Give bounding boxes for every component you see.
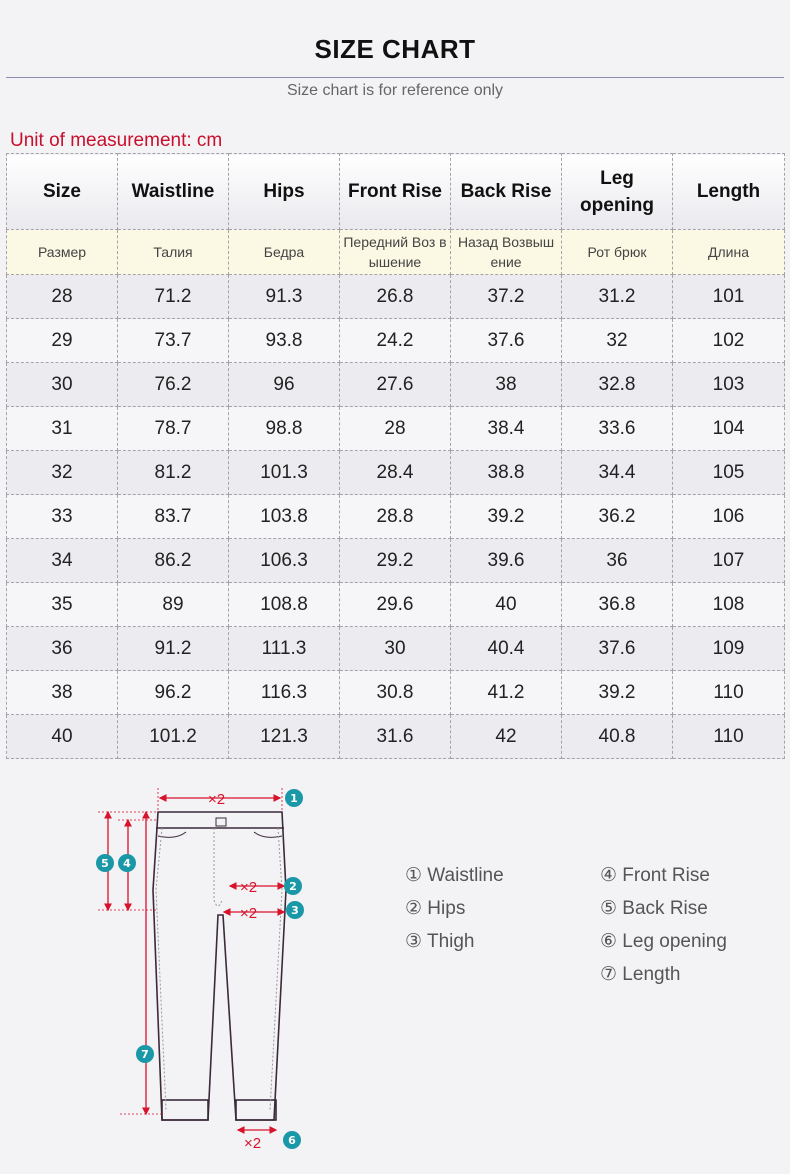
table-cell: 105 [673, 451, 785, 495]
table-cell: 73.7 [118, 319, 229, 363]
table-cell: 28.8 [340, 495, 451, 539]
marker-2: 2 [289, 880, 297, 893]
header-ru-back-rise-label: Назад Возвыш ение [457, 234, 555, 270]
table-row [7, 275, 785, 319]
header-ru-length: Длина [673, 230, 785, 275]
table-row [7, 495, 785, 539]
table-cell: 71.2 [118, 275, 229, 319]
table-cell: 28.4 [340, 451, 451, 495]
times-label-6: ×2 [244, 1135, 262, 1150]
times-label-1: ×2 [208, 791, 226, 808]
table-cell: 116.3 [229, 671, 340, 715]
table-cell: 24.2 [340, 319, 451, 363]
table-cell: 26.8 [340, 275, 451, 319]
table-cell: 36.8 [562, 583, 673, 627]
table-cell: 35 [7, 583, 118, 627]
table-row [7, 583, 785, 627]
pants-diagram [90, 780, 320, 1150]
table-row [7, 451, 785, 495]
table-cell: 31.2 [562, 275, 673, 319]
header-row-en [7, 154, 785, 230]
subtitle: Size chart is for reference only [286, 82, 504, 99]
table-cell: 96.2 [118, 671, 229, 715]
title-divider [6, 77, 784, 78]
jeans-stitching [156, 828, 282, 1110]
header-leg-opening-label: Leg opening [580, 167, 654, 216]
table-row [7, 671, 785, 715]
table-cell: 111.3 [229, 627, 340, 671]
table-cell: 98.8 [229, 407, 340, 451]
table-cell: 38 [451, 363, 562, 407]
table-row [7, 363, 785, 407]
header-ru-front-rise-label: Передний Воз вышение [343, 234, 447, 270]
table-cell: 36 [7, 627, 118, 671]
table-cell: 108.8 [229, 583, 340, 627]
table-cell: 36 [562, 539, 673, 583]
table-cell: 91.2 [118, 627, 229, 671]
guide-lines [98, 788, 282, 1114]
legend-thigh: ③ Thigh [405, 931, 475, 952]
table-row [7, 627, 785, 671]
table-row [7, 715, 785, 759]
measure-lines [108, 798, 284, 1130]
header-ru-waistline: Талия [118, 230, 229, 275]
header-ru-leg-opening: Рот брюк [562, 230, 673, 275]
table-cell: 39.2 [451, 495, 562, 539]
table-cell: 33 [7, 495, 118, 539]
table-cell: 101 [673, 275, 785, 319]
table-cell: 38.4 [451, 407, 562, 451]
legend-front-rise: ④ Front Rise [600, 865, 710, 886]
table-cell: 108 [673, 583, 785, 627]
table-cell: 110 [673, 671, 785, 715]
table-cell: 78.7 [118, 407, 229, 451]
legend-leg-opening: ⑥ Leg opening [600, 931, 727, 952]
table-cell: 103.8 [229, 495, 340, 539]
table-cell: 40.4 [451, 627, 562, 671]
table-cell: 30.8 [340, 671, 451, 715]
table-cell: 34 [7, 539, 118, 583]
unit-label: Unit of measurement: cm [10, 130, 223, 151]
size-table [6, 153, 785, 759]
table-cell: 33.6 [562, 407, 673, 451]
table-cell: 107 [673, 539, 785, 583]
table-cell: 101.2 [118, 715, 229, 759]
table-cell: 106 [673, 495, 785, 539]
table-cell: 37.6 [451, 319, 562, 363]
header-front-rise: Front Rise [340, 154, 451, 230]
legend-left [405, 859, 504, 958]
header-row-ru [7, 230, 785, 275]
times-label-3: ×2 [240, 905, 258, 922]
header-ru-back-rise [451, 230, 562, 275]
header-ru-hips: Бедра [229, 230, 340, 275]
marker-3: 3 [291, 904, 299, 917]
table-cell: 121.3 [229, 715, 340, 759]
table-cell: 101.3 [229, 451, 340, 495]
table-cell: 110 [673, 715, 785, 759]
table-cell: 39.2 [562, 671, 673, 715]
table-cell: 81.2 [118, 451, 229, 495]
table-row [7, 539, 785, 583]
header-hips: Hips [229, 154, 340, 230]
header-ru-front-rise [340, 230, 451, 275]
table-cell: 30 [340, 627, 451, 671]
table-cell: 28 [7, 275, 118, 319]
table-cell: 106.3 [229, 539, 340, 583]
page-title: SIZE CHART [314, 34, 476, 64]
table-cell: 29 [7, 319, 118, 363]
table-cell: 36.2 [562, 495, 673, 539]
table-cell: 31.6 [340, 715, 451, 759]
legend-hips: ② Hips [405, 898, 466, 919]
table-row [7, 407, 785, 451]
table-cell: 102 [673, 319, 785, 363]
marker-7: 7 [141, 1048, 149, 1061]
table-cell: 32.8 [562, 363, 673, 407]
legend-waistline: ① Waistline [405, 865, 504, 886]
table-cell: 39.6 [451, 539, 562, 583]
marker-5: 5 [101, 857, 109, 870]
marker-4: 4 [123, 857, 131, 870]
times-label-2: ×2 [240, 879, 258, 896]
table-cell: 40 [451, 583, 562, 627]
table-cell: 31 [7, 407, 118, 451]
table-cell: 30 [7, 363, 118, 407]
table-cell: 103 [673, 363, 785, 407]
header-waistline: Waistline [118, 154, 229, 230]
table-cell: 29.2 [340, 539, 451, 583]
table-row [7, 319, 785, 363]
table-cell: 40.8 [562, 715, 673, 759]
table-cell: 32 [7, 451, 118, 495]
header-back-rise: Back Rise [451, 154, 562, 230]
header-leg-opening [562, 154, 673, 230]
legend-back-rise: ⑤ Back Rise [600, 898, 708, 919]
legend-right [600, 859, 727, 991]
header-ru-size: Размер [7, 230, 118, 275]
table-cell: 109 [673, 627, 785, 671]
marker-group [96, 789, 304, 1149]
table-cell: 76.2 [118, 363, 229, 407]
table-cell: 37.6 [562, 627, 673, 671]
table-cell: 91.3 [229, 275, 340, 319]
table-cell: 28 [340, 407, 451, 451]
header-size: Size [7, 154, 118, 230]
table-cell: 32 [562, 319, 673, 363]
jeans-outline [153, 812, 286, 1120]
legend-length: ⑦ Length [600, 964, 681, 985]
table-cell: 83.7 [118, 495, 229, 539]
table-cell: 37.2 [451, 275, 562, 319]
table-cell: 93.8 [229, 319, 340, 363]
table-cell: 34.4 [562, 451, 673, 495]
table-cell: 40 [7, 715, 118, 759]
marker-6: 6 [288, 1134, 296, 1147]
table-cell: 41.2 [451, 671, 562, 715]
table-cell: 104 [673, 407, 785, 451]
table-cell: 42 [451, 715, 562, 759]
table-cell: 38 [7, 671, 118, 715]
table-cell: 27.6 [340, 363, 451, 407]
table-cell: 96 [229, 363, 340, 407]
table-cell: 38.8 [451, 451, 562, 495]
table-cell: 89 [118, 583, 229, 627]
marker-1: 1 [290, 792, 298, 805]
table-cell: 29.6 [340, 583, 451, 627]
header-length: Length [673, 154, 785, 230]
table-cell: 86.2 [118, 539, 229, 583]
